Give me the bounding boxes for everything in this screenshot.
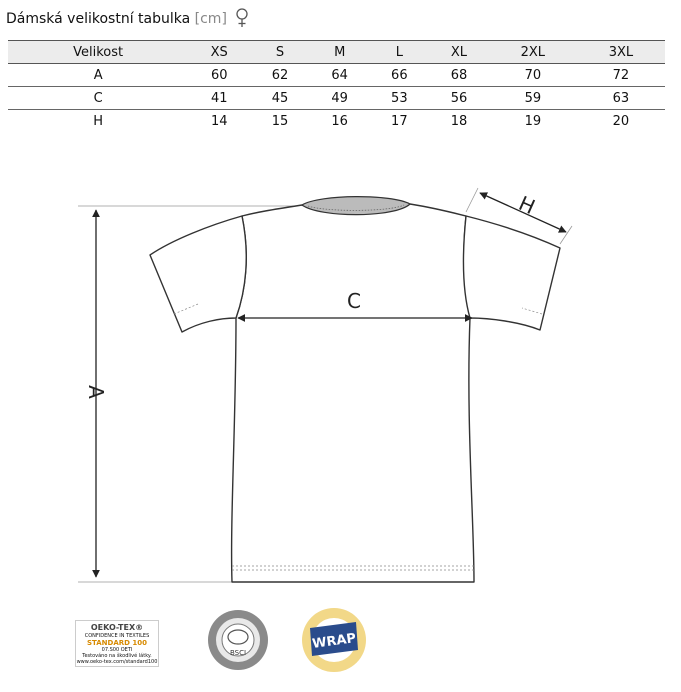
table-cell: 19: [524, 113, 542, 129]
table-cell: C: [8, 87, 188, 110]
header-cell: 3XL: [577, 41, 665, 64]
header-cell: 2XL: [489, 41, 577, 64]
table-cell: 41: [188, 87, 250, 110]
table-cell: 49: [310, 87, 370, 110]
table-cell: 64: [310, 64, 370, 87]
table-cell: 14: [210, 113, 228, 129]
table-cell: 16: [331, 113, 348, 129]
table-cell: 17: [391, 113, 408, 129]
table-cell: 62: [250, 64, 310, 87]
header-cell: S: [250, 41, 310, 64]
table-cell: 56: [429, 87, 489, 110]
table-cell: 15: [271, 113, 289, 129]
table-cell: A: [8, 64, 188, 87]
label-c: C: [347, 289, 361, 313]
wrap-logo: [298, 606, 372, 676]
header-cell: M: [310, 41, 370, 64]
certification-logos: [0, 606, 681, 686]
table-cell: 68: [429, 64, 489, 87]
svg-text:WRAP: WRAP: [311, 630, 358, 652]
table-cell: 59: [489, 87, 577, 110]
table-cell: 66: [370, 64, 430, 87]
table-cell: 20: [612, 113, 630, 129]
table-cell: 63: [577, 87, 665, 110]
header-cell: XS: [188, 41, 250, 64]
oeko-tex-logo: OEKO-TEX® CONFIDENCE IN TEXTILES STANDARD 100 07.S00 OETI Testováno na škodlivé látky. www.oeko-tex.com/standard100: [75, 620, 159, 667]
title-text: Dámská velikostní tabulka: [6, 11, 191, 27]
table-cell: 53: [370, 87, 430, 110]
header-cell: Velikost: [8, 41, 188, 64]
table-cell: H: [93, 113, 104, 129]
svg-text:BSCI: BSCI: [229, 649, 247, 657]
table-cell: 60: [188, 64, 250, 87]
title-unit: [cm]: [194, 11, 227, 27]
bsci-logo: [207, 609, 269, 671]
table-cell: 18: [450, 113, 468, 129]
label-h: H: [515, 190, 539, 220]
table-cell: 45: [250, 87, 310, 110]
table-cell: 72: [577, 64, 665, 87]
tshirt-outline: [150, 204, 560, 582]
label-a: A: [84, 385, 108, 399]
table-cell: 70: [489, 64, 577, 87]
header-cell: L: [370, 41, 430, 64]
header-cell: XL: [429, 41, 489, 64]
